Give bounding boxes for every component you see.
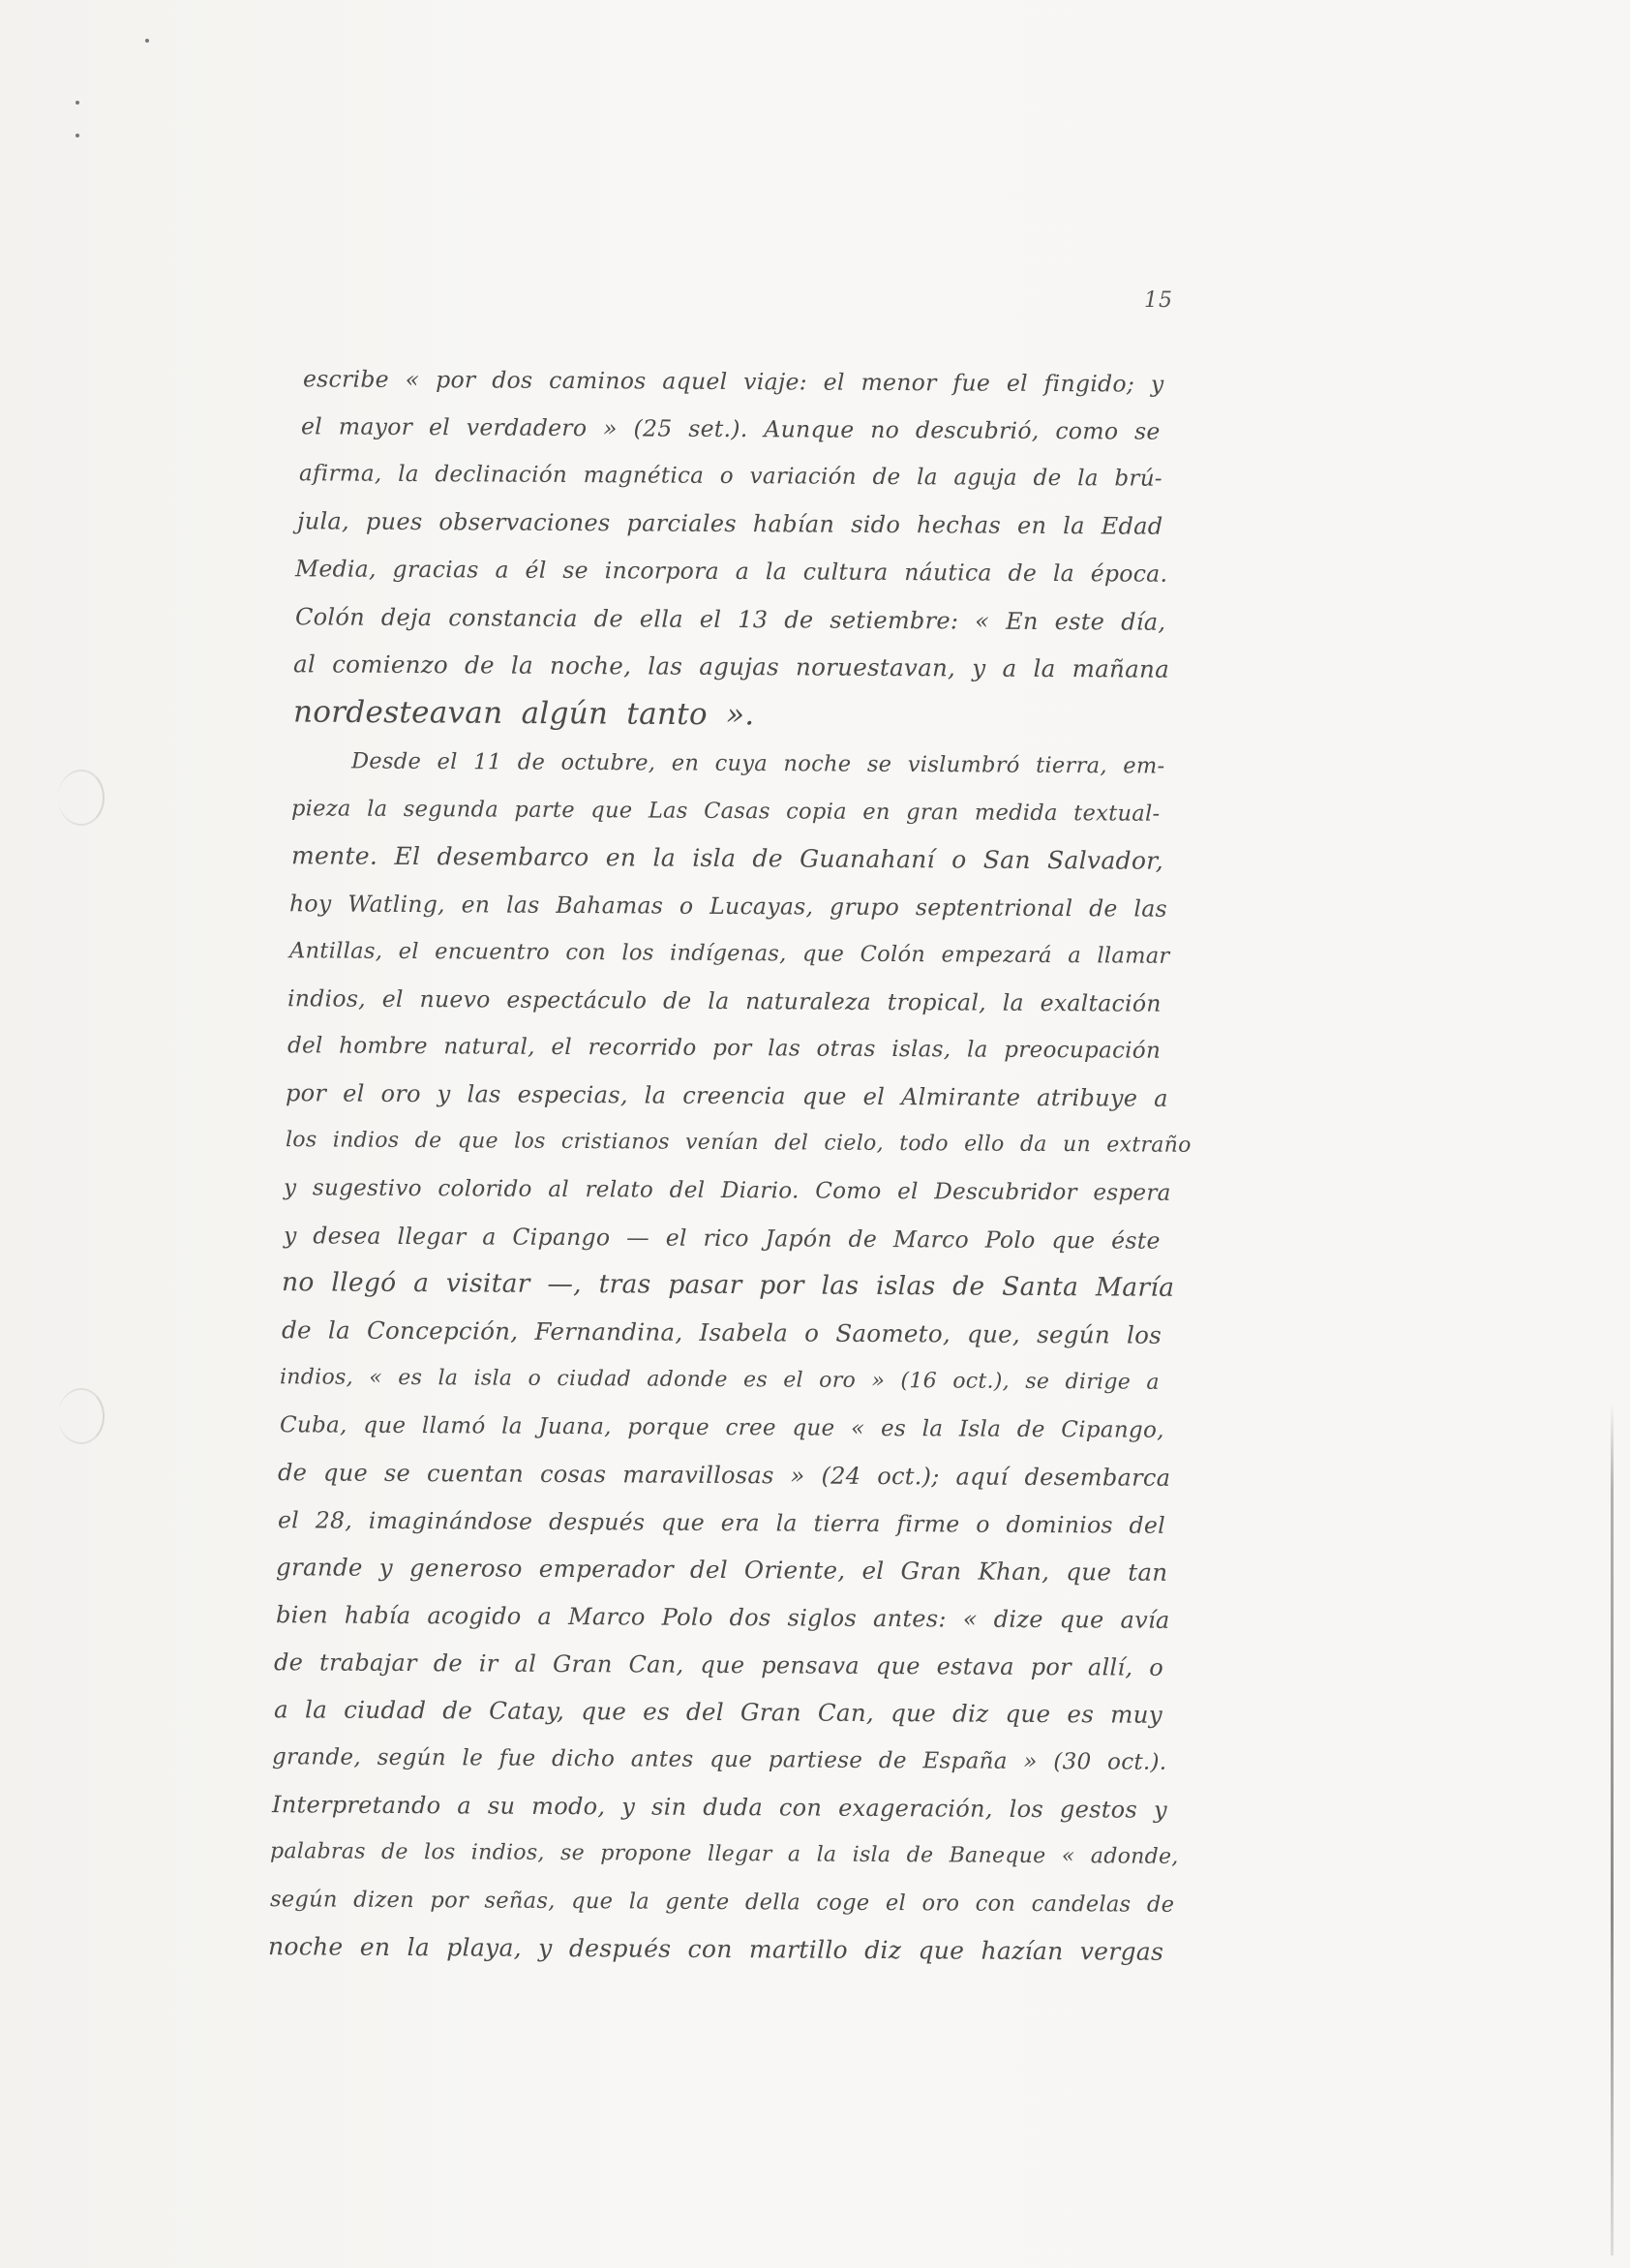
text-line: y sugestivo colorido al relato del Diario. Como el Descubridor espera bbox=[283, 1175, 1171, 1206]
punch-hole bbox=[58, 1388, 105, 1444]
text-line: de la Concepción, Fernandina, Isabela o Saometo, que, según los bbox=[281, 1315, 1162, 1349]
text-line: indios, « es la isla o ciudad adonde es el oro » (16 oct.), se dirige a bbox=[279, 1365, 1160, 1395]
text-line: de trabajar de ir al Gran Can, que pensava que estava por allí, o bbox=[273, 1648, 1164, 1681]
ink-speck bbox=[145, 39, 149, 43]
text-line: a la ciudad de Catay, que es del Gran Can, que diz que es muy bbox=[273, 1695, 1163, 1729]
text-line: no llegó a visitar —, tras pasar por las islas de Santa María bbox=[281, 1267, 1175, 1303]
text-line: pieza la segunda parte que Las Casas copia en gran medida textual- bbox=[290, 796, 1161, 827]
text-line: nordesteavan algún tanto ». bbox=[292, 694, 755, 733]
text-line: Media, gracias a él se incorpora a la cultura náutica de la época. bbox=[294, 555, 1168, 588]
text-line: Cuba, que llamó la Juana, porque cree que « es la Isla de Cipango, bbox=[279, 1412, 1164, 1443]
text-line: según dizen por señas, que la gente della coge el oro con candelas de bbox=[269, 1887, 1175, 1918]
text-line: noche en la playa, y después con martillo diz que hazían vergas bbox=[267, 1932, 1164, 1966]
text-line: Interpretando a su modo, y sin duda con exageración, los gestos y bbox=[271, 1791, 1167, 1824]
ink-speck bbox=[75, 101, 79, 105]
text-line: afirma, la declinación magnética o variación de la aguja de la brú- bbox=[298, 461, 1163, 492]
text-line: y desea llegar a Cipango — el rico Japón de Marco Polo que éste bbox=[283, 1222, 1161, 1255]
text-line: palabras de los indios, se propone llegar a la isla de Baneque « adonde, bbox=[269, 1839, 1179, 1869]
page-edge-shadow bbox=[1611, 1404, 1614, 2255]
text-line: el 28, imaginándose después que era la tierra firme o dominios del bbox=[277, 1506, 1166, 1539]
page-number: 15 bbox=[1144, 288, 1173, 313]
text-line: del hombre natural, el recorrido por las otras islas, la preocupación bbox=[287, 1033, 1162, 1064]
text-line: grande y generoso emperador del Oriente, el Gran Khan, que tan bbox=[275, 1553, 1168, 1587]
text-line: jula, pues observaciones parciales habían sido hechas en la Edad bbox=[296, 507, 1163, 540]
ink-speck bbox=[75, 134, 79, 137]
text-line: Colón deja constancia de ella el 13 de setiembre: « En este día, bbox=[294, 603, 1166, 636]
text-line: por el oro y las especias, la creencia que el Almirante atribuye a bbox=[285, 1079, 1168, 1112]
text-line: bien había acogido a Marco Polo dos siglos antes: « dize que avía bbox=[275, 1601, 1170, 1634]
text-line: indios, el nuevo espectáculo de la naturaleza tropical, la exaltación bbox=[287, 984, 1162, 1017]
text-line: el mayor el verdadero » (25 set.). Aunque no descubrió, como se bbox=[300, 412, 1161, 445]
text-line: al comienzo de la noche, las agujas noruestavan, y a la mañana bbox=[292, 650, 1170, 683]
text-line: Antillas, el encuentro con los indígenas, que Colón empezará a llamar bbox=[288, 938, 1170, 969]
text-line: Desde el 11 de octubre, en cuya noche se vislumbró tierra, em- bbox=[350, 748, 1165, 779]
text-line: grande, según le fue dicho antes que partiese de España » (30 oct.). bbox=[271, 1744, 1167, 1775]
punch-hole bbox=[58, 770, 105, 826]
text-line: los indios de que los cristianos venían del cielo, todo ello da un extraño bbox=[285, 1128, 1192, 1158]
text-line: hoy Watling, en las Bahamas o Lucayas, grupo septentrional de las bbox=[288, 890, 1168, 922]
text-line: escribe « por dos caminos aquel viaje: el menor fue el fingido; y bbox=[302, 365, 1164, 398]
text-line: de que se cuentan cosas maravillosas » (24 oct.); aquí desembarca bbox=[277, 1459, 1171, 1492]
text-line: mente. El desembarco en la isla de Guanahaní o San Salvador, bbox=[290, 841, 1164, 875]
